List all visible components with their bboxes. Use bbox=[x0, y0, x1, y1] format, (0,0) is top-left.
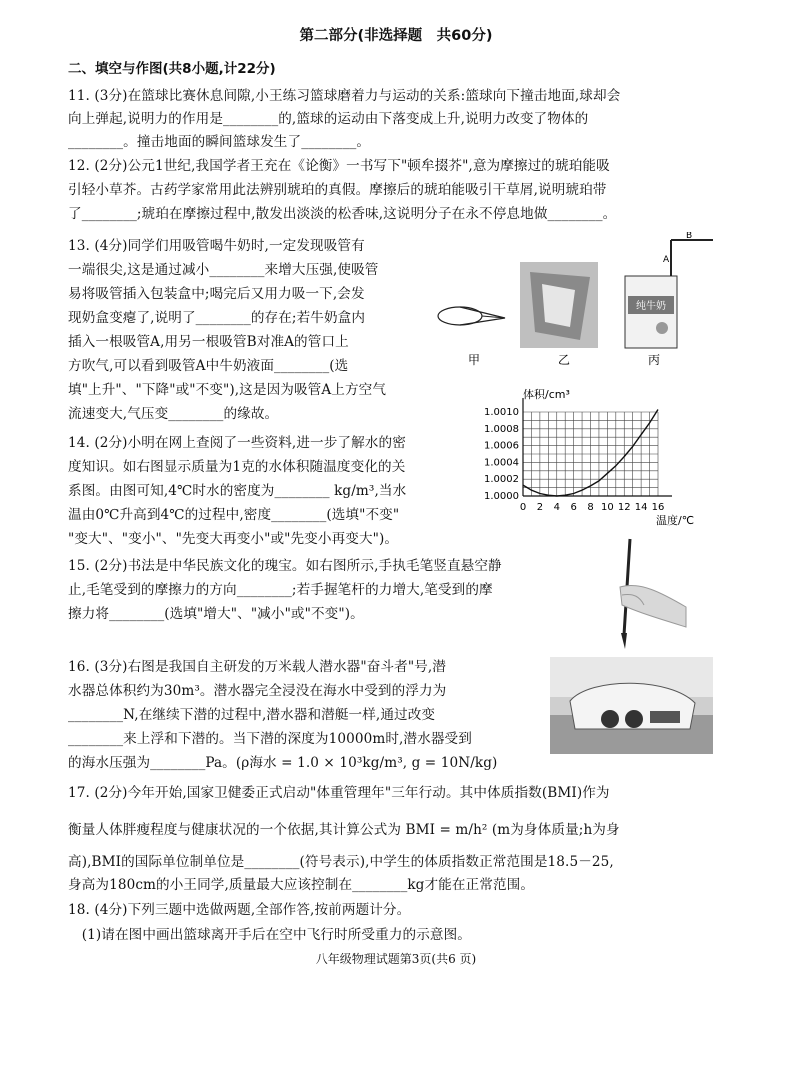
straw-figure bbox=[438, 307, 505, 325]
text-line: 擦力将________(选填"增大"、"减小"或"不变")。 bbox=[68, 606, 364, 622]
page-title: 第二部分(非选择题 共60分) bbox=[299, 28, 493, 44]
text-line: 插入一根吸管A,用另一根吸管B对准A的管口上 bbox=[68, 334, 349, 350]
milk-carton-label: 纯牛奶 bbox=[636, 301, 666, 312]
submersible-photo bbox=[550, 657, 713, 754]
text-line: 向上弹起,说明力的作用是________的,篮球的运动由下落变成上升,说明力改变了物体的 bbox=[68, 111, 589, 127]
y-tick-label: 1.0002 bbox=[484, 474, 519, 486]
x-tick-label: 4 bbox=[553, 502, 560, 513]
text-line: 了________;琥珀在摩擦过程中,散发出淡淡的松香味,这说明分子在永不停息地做________。 bbox=[68, 206, 617, 222]
straw-b-label: B bbox=[686, 232, 693, 241]
text-line: 18. (4分)下列三题中选做两题,全部作答,按前两题计分。 bbox=[68, 902, 411, 918]
x-tick-label: 6 bbox=[570, 502, 577, 513]
text-line: 一端很尖,这是通过减小________来增大压强,使吸管 bbox=[68, 262, 379, 278]
chart-ylabel: 体积/cm³ bbox=[523, 388, 570, 401]
text-line: 16. (3分)右图是我国自主研发的万米载人潜水器"奋斗者"号,潜 bbox=[68, 659, 446, 675]
page-footer: 八年级物理试题第3页(共6 页) bbox=[315, 952, 477, 966]
y-tick-label: 1.0004 bbox=[484, 457, 519, 469]
x-tick-label: 14 bbox=[634, 502, 648, 513]
x-tick-label: 0 bbox=[519, 502, 527, 513]
text-line: 方吹气,可以看到吸管A中牛奶液面________(选 bbox=[68, 358, 349, 374]
label-yi: 乙 bbox=[558, 353, 571, 367]
text-line: ________来上浮和下潜的。当下潜的深度为10000m时,潜水器受到 bbox=[68, 731, 472, 747]
text-line: 13. (4分)同学们用吸管喝牛奶时,一定发现吸管有 bbox=[68, 238, 365, 254]
text-line: (1)请在图中画出篮球离开手后在空中飞行时所受重力的示意图。 bbox=[68, 927, 471, 943]
volume-temperature-chart bbox=[468, 384, 718, 534]
y-tick-label: 1.0008 bbox=[484, 423, 519, 435]
section-title: 二、填空与作图(共8小题,计22分) bbox=[68, 61, 276, 77]
milk-carton-figure bbox=[625, 232, 713, 348]
text-line: 流速变大,气压变________的缘故。 bbox=[68, 406, 279, 422]
text-line: 度知识。如右图显示质量为1克的水体积随温度变化的关 bbox=[68, 459, 406, 475]
brush-figure bbox=[600, 535, 690, 653]
text-line: 14. (2分)小明在网上查阅了一些资料,进一步了解水的密 bbox=[68, 435, 406, 451]
text-line: 17. (2分)今年开始,国家卫健委正式启动"体重管理年"三年行动。其中体质指数(BMI)作为 bbox=[68, 785, 610, 801]
x-tick-label: 12 bbox=[617, 502, 631, 513]
text-line: 11. (3分)在篮球比赛休息间隙,小王练习篮球磨着力与运动的关系:篮球向下撞击地面,球却会 bbox=[68, 88, 621, 104]
text-line: 系图。由图可知,4℃时水的密度为________ kg/m³,当水 bbox=[68, 483, 407, 499]
text-line: 水器总体积约为30m³。潜水器完全浸没在海水中受到的浮力为 bbox=[68, 683, 447, 699]
chart-xlabel: 温度/℃ bbox=[656, 514, 695, 527]
y-tick-label: 1.0000 bbox=[484, 491, 519, 502]
text-line: 的海水压强为________Pa。(ρ海水 = 1.0 × 10³kg/m³, g = 10N/kg) bbox=[68, 755, 498, 771]
text-line: 15. (2分)书法是中华民族文化的瑰宝。如右图所示,手执毛笔竖直悬空静 bbox=[68, 558, 502, 574]
text-line: "变大"、"变小"、"先变大再变小"或"先变小再变大")。 bbox=[68, 531, 399, 547]
text-line: 衡量人体胖瘦程度与健康状况的一个依据,其计算公式为 BMI = m/h² (m为身体质量;h为身 bbox=[68, 822, 620, 838]
x-tick-label: 8 bbox=[587, 502, 594, 513]
text-line: ________。撞击地面的瞬间篮球发生了________。 bbox=[68, 134, 371, 150]
straw-a-label: A bbox=[663, 255, 670, 265]
figure-13 bbox=[430, 232, 715, 372]
x-tick-label: 16 bbox=[651, 502, 665, 513]
x-tick-label: 2 bbox=[536, 502, 544, 513]
y-tick-label: 1.0006 bbox=[484, 440, 519, 452]
x-tick-label: 10 bbox=[601, 502, 614, 513]
y-tick-label: 1.0010 bbox=[484, 407, 519, 418]
text-line: 12. (2分)公元1世纪,我国学者王充在《论衡》一书写下"顿牟掇芥",意为摩擦过的琥珀能吸 bbox=[68, 158, 610, 174]
text-line: 现奶盒变瘪了,说明了________的存在;若牛奶盒内 bbox=[68, 310, 366, 326]
text-line: 止,毛笔受到的摩擦力的方向________;若手握笔杆的力增大,笔受到的摩 bbox=[68, 582, 493, 598]
text-line: 填"上升"、"下降"或"不变"),这是因为吸管A上方空气 bbox=[68, 382, 387, 398]
text-line: 身高为180cm的小王同学,质量最大应该控制在________kg才能在正常范围。 bbox=[68, 877, 535, 893]
text-line: 高),BMI的国际单位制单位是________(符号表示),中学生的体质指数正常范围是18.5－25, bbox=[68, 854, 614, 870]
label-jia: 甲 bbox=[468, 353, 481, 367]
text-line: 引轻小草芥。古药学家常用此法辨别琥珀的真假。摩擦后的琥珀能吸引干草屑,说明琥珀带 bbox=[68, 182, 607, 198]
text-line: 易将吸管插入包装盒中;喝完后又用力吸一下,会发 bbox=[68, 286, 365, 302]
label-bing: 丙 bbox=[648, 353, 661, 367]
text-line: ________N,在继续下潜的过程中,潜水器和潜艇一样,通过改变 bbox=[68, 707, 436, 723]
text-line: 温由0℃升高到4℃的过程中,密度________(选填"不变" bbox=[68, 507, 400, 523]
